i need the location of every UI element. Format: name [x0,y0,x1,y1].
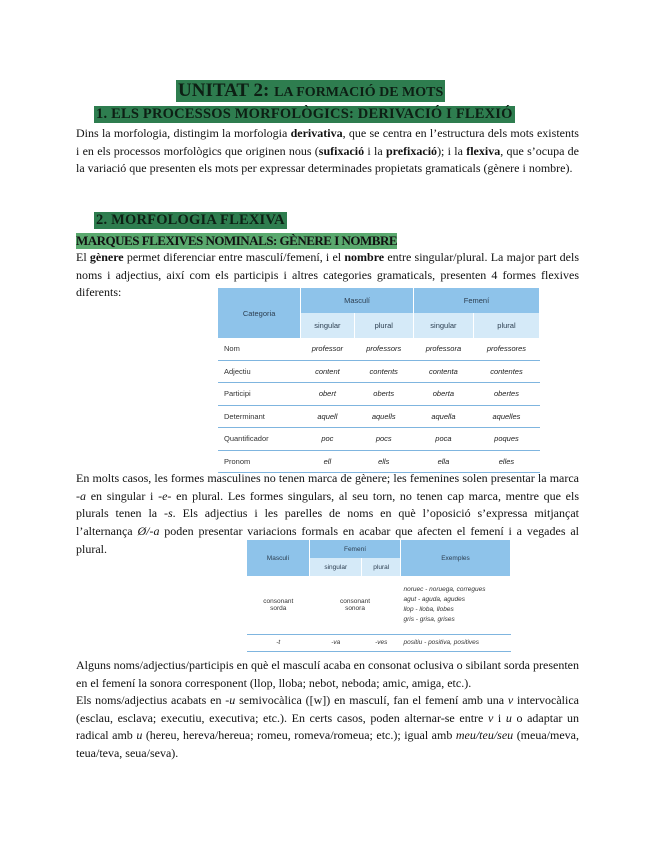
genere-nombre-paragraph: El gènere permet diferenciar entre masculí/femení, i el nombre entre singular/plural. La major part dels noms i adjectius, així com els participis i altres categories gramaticals, presenten 4 formes flexives diferents: [76,250,579,300]
col-femeni: Femení [413,288,539,313]
col-masc-singular: singular [301,313,354,338]
semivocalica-paragraph: Els noms/adjectius acabats en -u semivocàlica ([w]) en masculí, fan el femení amb una v intervocàlica (esclau, esclava; executiu, executiva; etc.). En certs casos, poden alternar-se entre v i u o adaptar un radical amb u (hereu, hereva/hereua; romeu, romeva/romeua; etc.); igual amb meu/teu/seu (meua/meva, teua/teva, seua/seva). [76,693,580,761]
col-fem-singular: singular [413,313,473,338]
table-row: Pronom ell ells ella elles [218,450,540,473]
col-plural: plural [362,558,401,576]
col-singular: singular [310,558,362,576]
col-femeni: Femení [310,540,401,558]
col-masculi: Masculí [247,540,310,576]
table-row: Quantificador poc pocs poca poques [218,428,540,451]
col-categoria: Categoria [218,288,301,338]
subheading-marques-flexives: MARQUES FLEXIVES NOMINALS: GÈNERE I NOMBRE [76,233,398,248]
oclusiva-paragraph: Alguns noms/adjectius/participis en què el masculí acaba en consonat oclusiva o sibilant sorda presenten en el femení la sonora corresponent (llop, lloba; nebot, neboda; amic, amiga, etc.). [76,658,579,690]
gender-alternation-table [247,540,511,652]
table-row: Adjectiu content contents contenta contentes [218,360,540,383]
table-row: consonant sorda consonant sonora noruec - noruega, corregues agut - aguda, agudes llop - lloba, llobes gris - grisa, grises [263,585,486,623]
col-masculi: Masculí [301,288,414,313]
page-title: UNITAT 2: LA FORMACIÓ DE MOTS [178,80,444,101]
col-masc-plural: plural [354,313,413,338]
flexive-forms-table [218,288,540,473]
section-2-heading: 2. MORFOLOGIA FLEXIVA [96,212,285,228]
marques-paragraph: En molts casos, les formes masculines no tenen marca de gènere; les femenines solen presentar la marca -a en singular i -e- en plural. Les formes singulars, al seu torn, no tenen cap marca, mentre que els plurals tenen la -s. Els adjectius i les parelles de noms en què l’oposició s’expressa mitjançat l’alternança Ø/-a poden presentar variacions formals en acabar que afecten el femení i a vegades al plural. [76,471,579,556]
section-1-heading: 1. ELS PROCESSOS MORFOLÒGICS: DERIVACIÓ I FLEXIÓ [96,106,513,122]
table-row: Determinant aquell aquells aquella aquelles [218,405,540,428]
table-row: -t -va -ves positiu - positiva, positives [247,634,511,651]
col-fem-plural: plural [473,313,539,338]
col-exemples: Exemples [401,540,511,576]
table-row: Participi obert oberts oberta obertes [218,383,540,406]
table-row: Nom professor professors professora professores [218,338,540,360]
page-subtitle: LA FORMACIÓ DE MOTS [274,85,444,100]
section-1-paragraph: Dins la morfologia, distingim la morfologia derivativa, que se centra en l’estructura dels mots existents i en els processos morfològics que originen nous (sufixació i la prefixació); i la flexiva, que s’ocupa de la variació que presenten els mots per expressar determinades propietats gramaticals (gènere i nombre). [76,126,579,176]
